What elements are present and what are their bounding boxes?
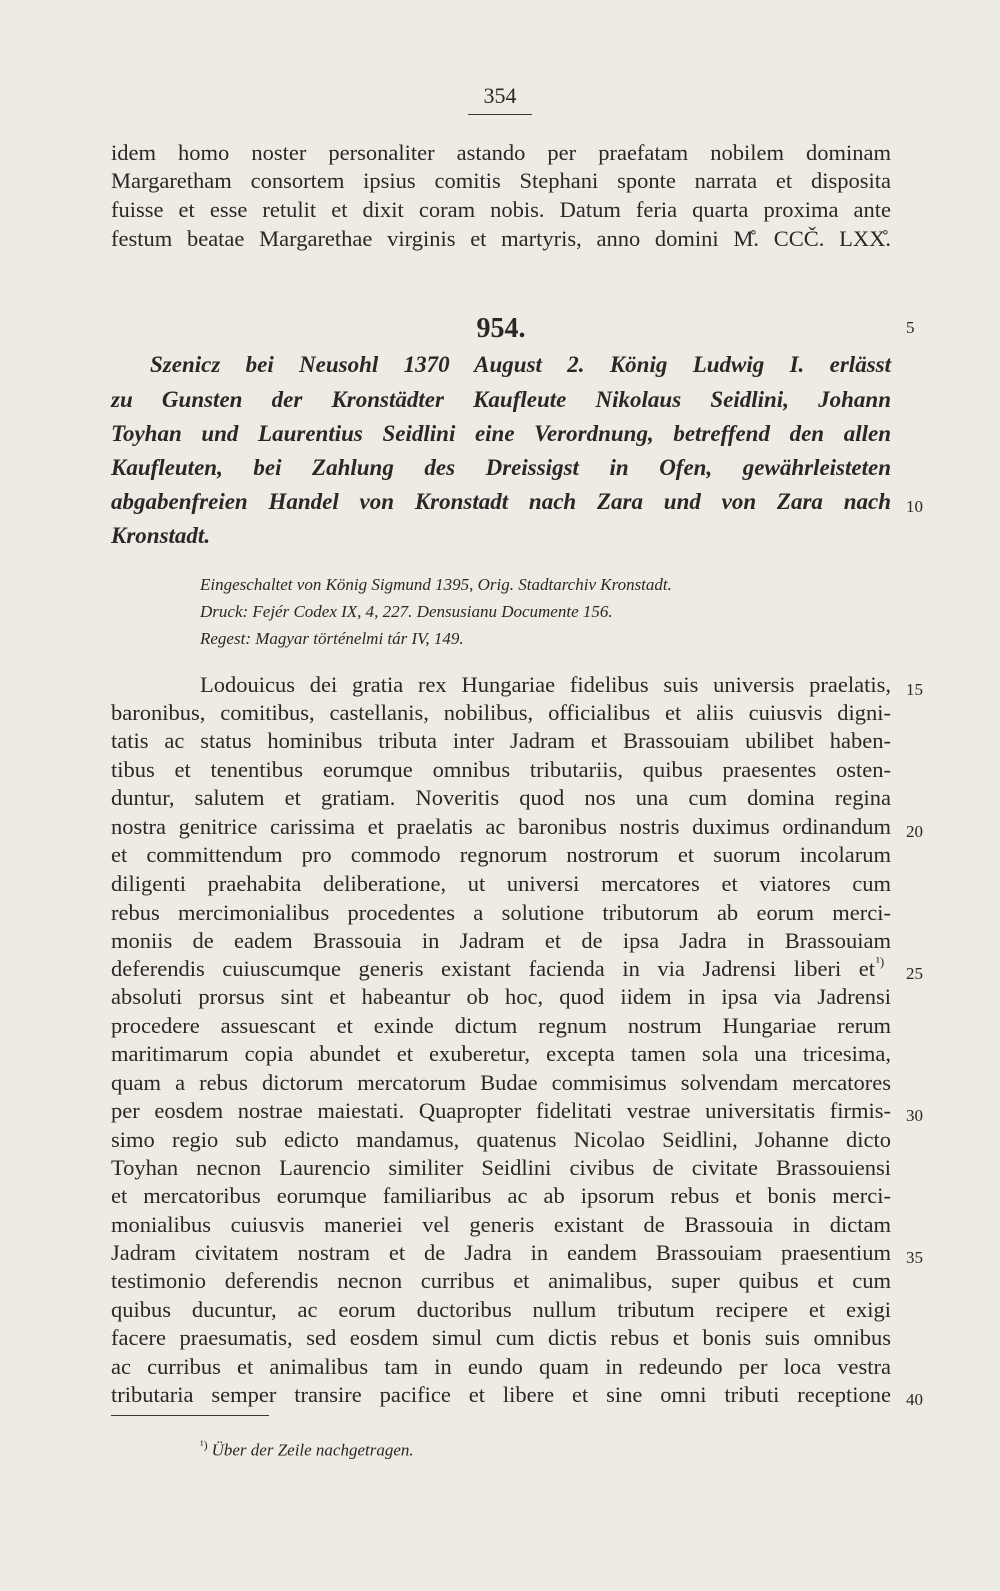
- regest-line: Szenicz bei Neusohl 1370 August 2. König Ludwig I. erlässt: [150, 352, 891, 377]
- body-line: monialibus cuiusvis maneriei vel generis existant de Brassouia in dictam: [111, 1212, 891, 1237]
- body-line: quam a rebus dictorum mercatorum Budae commisimus solvendam mercatores: [111, 1070, 891, 1095]
- body-line: absoluti prorsus sint et habeantur ob hoc, quod iidem in ipsa via Jadrensi: [111, 984, 891, 1009]
- footnote-text: Über der Zeile nachgetragen.: [211, 1440, 414, 1460]
- body-line: per eosdem nostrae maiestati. Quapropter fidelitati vestrae universitatis firmis-: [111, 1098, 891, 1123]
- source-print: Druck: Fejér Codex IX, 4, 227. Densusianu Documente 156.: [200, 602, 613, 621]
- line-number: 40: [906, 1390, 923, 1409]
- text-line: idem homo noster personaliter astando per praefatam nobilem dominam: [111, 140, 891, 165]
- body-line: duntur, salutem et gratiam. Noveritis quod nos una cum domina regina: [111, 785, 891, 810]
- body-line: moniis de eadem Brassouia in Jadram et de ipsa Jadra in Brassouiam: [111, 928, 891, 953]
- body-line: Toyhan necnon Laurencio similiter Seidlini civibus de civitate Brassouiensi: [111, 1155, 891, 1180]
- body-line: facere praesumatis, sed eosdem simul cum dictis rebus et bonis suis omnibus: [111, 1325, 891, 1350]
- line-number: 5: [906, 318, 915, 337]
- regest-line: Kaufleuten, bei Zahlung des Dreissigst in Ofen, gewährleisteten: [111, 455, 891, 480]
- footnote-mark: ¹): [200, 1438, 208, 1452]
- body-line: deferendis cuiuscumque generis existant facienda in via Jadrensi liberi et: [111, 956, 875, 981]
- text-line: fuisse et esse retulit et dixit coram nobis. Datum feria quarta proxima ante: [111, 197, 891, 222]
- body-line: nostra genitrice carissima et praelatis ac baronibus nostris duximus ordinandum: [111, 814, 891, 839]
- line-number: 15: [906, 680, 923, 699]
- body-line: quibus ducuntur, ac eorum ductoribus nullum tributum recipere et exigi: [111, 1297, 891, 1322]
- text-line: Margaretham consortem ipsius comitis Stephani sponte narrata et disposita: [111, 168, 891, 193]
- page-number-rule: [468, 114, 532, 115]
- footnote: [200, 1438, 414, 1461]
- body-line: et committendum pro commodo regnorum nostrorum et suorum incolarum: [111, 842, 891, 867]
- body-line: Jadram civitatem nostram et de Jadra in eandem Brassouiam praesentium: [111, 1240, 891, 1265]
- body-line: tributaria semper transire pacifice et libere et sine omni tributi receptione: [111, 1382, 891, 1407]
- body-line: rebus mercimonialibus procedentes a solutione tributorum ab eorum merci-: [111, 900, 891, 925]
- body-line: tibus et tenentibus eorumque omnibus tributariis, quibus praesentes osten-: [111, 757, 891, 782]
- regest-line: zu Gunsten der Kronstädter Kaufleute Nikolaus Seidlini, Johann: [111, 387, 891, 412]
- line-number: 10: [906, 497, 923, 516]
- body-line: maritimarum copia abundet et exuberetur, excepta tamen sola una tricesima,: [111, 1041, 891, 1066]
- body-line: simo regio sub edicto mandamus, quatenus Nicolao Seidlini, Johanne dicto: [111, 1127, 891, 1152]
- text-line: festum beatae Margarethae virginis et martyris, anno domini M̊. CCČ. LXX̊.: [111, 226, 891, 251]
- regest-line: Kronstadt.: [111, 523, 211, 548]
- body-line: tatis ac status hominibus tributa inter Jadram et Brassouiam ubilibet haben-: [111, 728, 891, 753]
- footnote-rule: [111, 1415, 269, 1416]
- body-line: ac curribus et animalibus tam in eundo quam in redeundo per loca vestra: [111, 1354, 891, 1379]
- regest-line: abgabenfreien Handel von Kronstadt nach Zara und von Zara nach: [111, 489, 891, 514]
- footnote-marker: ¹): [876, 954, 885, 969]
- body-line: diligenti praehabita deliberatione, ut universi mercatores et viatores cum: [111, 871, 891, 896]
- page-number: 354: [483, 83, 517, 108]
- source-regest: Regest: Magyar történelmi tár IV, 149.: [200, 629, 464, 648]
- body-line: baronibus, comitibus, castellanis, nobilibus, officialibus et aliis cuiusvis digni-: [111, 700, 891, 725]
- line-number: 35: [906, 1248, 923, 1267]
- body-line: et mercatoribus eorumque familiaribus ac ab ipsorum rebus et bonis merci-: [111, 1183, 891, 1208]
- source-original: Eingeschaltet von König Sigmund 1395, Orig. Stadtarchiv Kronstadt.: [200, 575, 672, 594]
- document-number: 954.: [476, 313, 526, 344]
- regest-line: Toyhan und Laurentius Seidlini eine Verordnung, betreffend den allen: [111, 421, 891, 446]
- body-line: procedere assuescant et exinde dictum regnum nostrum Hungariae rerum: [111, 1013, 891, 1038]
- body-line: testimonio deferendis necnon curribus et animalibus, super quibus et cum: [111, 1268, 891, 1293]
- line-number: 20: [906, 822, 923, 841]
- line-number: 30: [906, 1106, 923, 1125]
- body-line: Lodouicus dei gratia rex Hungariae fidelibus suis universis praelatis,: [200, 672, 891, 697]
- line-number: 25: [906, 964, 923, 983]
